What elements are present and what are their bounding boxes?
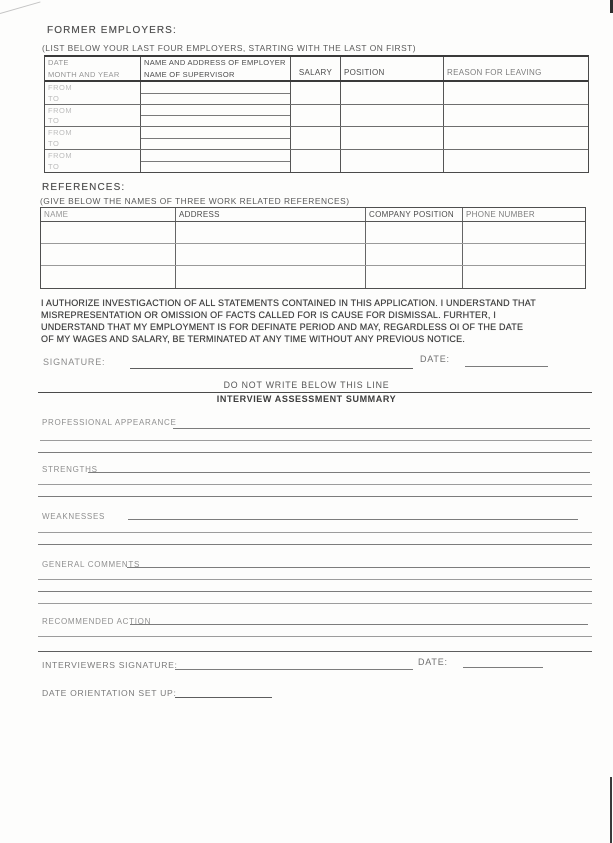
to-label: TO (48, 162, 60, 171)
header-date-line2: MONTH AND YEAR (48, 70, 120, 79)
write-line (38, 544, 592, 545)
header-date-line1: DATE (48, 58, 69, 67)
date-orientation-label: DATE ORIENTATION SET UP: (42, 688, 177, 698)
cell-divider-line (141, 138, 290, 139)
employer-position-cell (341, 150, 444, 173)
write-line (38, 484, 592, 485)
interviewers-signature-line (175, 669, 413, 670)
recommended-action-label: RECOMMENDED ACTION (42, 617, 152, 626)
reference-address-cell (176, 222, 366, 243)
header-salary-label: SALARY (298, 68, 333, 77)
employer-row-2 (45, 105, 588, 128)
signature-label: SIGNATURE: (43, 357, 106, 367)
reference-phone-cell (463, 266, 585, 288)
employers-header-salary (291, 57, 341, 80)
write-line (38, 532, 592, 533)
date-line (465, 366, 548, 367)
references-subtitle: (GIVE BELOW THE NAMES OF THREE WORK RELATED REFERENCES) (40, 196, 350, 206)
authorization-line-1: I AUTHORIZE INVESTIGACTION OF ALL STATEMENTS CONTAINED IN THIS APPLICATION. I UNDERSTAND THAT (41, 298, 536, 308)
employer-date-cell (45, 82, 141, 104)
professional-appearance-label: PROFESSIONAL APPEARANCE (42, 418, 177, 427)
employer-date-cell (45, 127, 141, 149)
employer-salary-cell (291, 150, 341, 173)
date-orientation-line (175, 697, 272, 698)
references-table (40, 207, 586, 289)
write-line (128, 519, 578, 520)
employer-reason-cell (444, 82, 588, 104)
scan-edge-artifact-top-left (0, 1, 41, 14)
write-line (38, 579, 592, 580)
header-reason-label: REASON FOR LEAVING (447, 68, 542, 77)
date-label: DATE: (420, 354, 450, 364)
references-title: REFERENCES: (42, 182, 126, 193)
references-header-name: NAME (41, 208, 176, 221)
do-not-write-notice: DO NOT WRITE BELOW THIS LINE (223, 380, 390, 390)
former-employers-table (44, 55, 589, 173)
authorization-line-3: UNDERSTAND THAT MY EMPLOYMENT IS FOR DEFINATE PERIOD AND MAY, REGARDLESS OI OF THE DATE (41, 322, 524, 332)
write-line (38, 636, 592, 637)
write-line (40, 440, 592, 441)
employer-name-cell (141, 82, 291, 104)
former-employers-subtitle: (LIST BELOW YOUR LAST FOUR EMPLOYERS, STARTING WITH THE LAST ON FIRST) (42, 43, 417, 53)
interviewers-date-line (463, 667, 543, 668)
reference-name-cell (41, 244, 176, 265)
employer-reason-cell (444, 105, 588, 127)
reference-company-cell (366, 266, 463, 288)
employer-position-cell (341, 127, 444, 149)
reference-row-3 (41, 266, 585, 288)
interview-assessment-summary-title: INTERVIEW ASSESSMENT SUMMARY (216, 394, 397, 404)
write-line (38, 452, 592, 453)
reference-phone-cell (463, 222, 585, 243)
write-line (38, 651, 592, 652)
employer-name-cell (141, 127, 291, 149)
employer-row-4 (45, 150, 588, 173)
write-line (173, 428, 590, 429)
authorization-paragraph (41, 297, 536, 345)
write-line (127, 567, 590, 568)
employer-salary-cell (291, 82, 341, 104)
general-comments-label: GENERAL COMMENTS (42, 560, 141, 569)
employer-reason-cell (444, 127, 588, 149)
references-header-address: ADDRESS (176, 208, 366, 221)
signature-line (130, 368, 413, 369)
reference-address-cell (176, 266, 366, 288)
reference-row-2 (41, 244, 585, 266)
authorization-line-4: OF MY WAGES AND SALARY, BE TERMINATED AT ANY TIME WITHOUT ANY PREVIOUS NOTICE. (41, 334, 466, 344)
employers-header-position (341, 57, 444, 80)
header-employer-line1: NAME AND ADDRESS OF EMPLOYER (144, 58, 286, 67)
employer-date-cell (45, 105, 141, 127)
scan-edge-artifact-bottom-right (610, 777, 612, 843)
employer-reason-cell (444, 150, 588, 173)
employer-salary-cell (291, 105, 341, 127)
to-label: TO (48, 116, 60, 125)
references-header-phone: PHONE NUMBER (466, 210, 535, 219)
cell-divider-line (141, 161, 290, 162)
header-employer-line2: NAME OF SUPERVISOR (144, 70, 235, 79)
from-label: FROM (48, 105, 73, 115)
reference-address-cell (176, 244, 366, 265)
employer-row-1 (45, 82, 588, 105)
cell-divider-line (141, 115, 290, 116)
employer-salary-cell (291, 127, 341, 149)
header-position-label: POSITION (344, 68, 385, 77)
employer-date-cell (45, 150, 141, 173)
reference-name-cell (41, 266, 176, 288)
interviewers-signature-label: INTERVIEWERS SIGNATURE: (42, 660, 178, 670)
reference-phone-cell (463, 244, 585, 265)
reference-row-1 (41, 222, 585, 244)
employers-header-row (45, 57, 588, 82)
employer-position-cell (341, 105, 444, 127)
write-line (130, 624, 588, 625)
employers-header-employer (141, 57, 291, 80)
to-label: TO (48, 138, 60, 148)
from-label: FROM (48, 128, 73, 137)
write-line (38, 603, 592, 604)
from-label: FROM (48, 150, 73, 160)
authorization-line-2: MISREPRESENTATION OR OMISSION OF FACTS CALLED FOR IS CAUSE FOR DISMISSAL. FURHTER, I (41, 310, 497, 320)
reference-name-cell (41, 222, 176, 243)
cell-divider-line (141, 93, 290, 94)
interviewers-date-label: DATE: (418, 657, 448, 667)
to-label: TO (48, 93, 60, 103)
employer-name-cell (141, 105, 291, 127)
reference-company-cell (366, 244, 463, 265)
weaknesses-label: WEAKNESSES (42, 512, 106, 521)
write-line (38, 496, 592, 497)
references-header-company-position: COMPANY POSITION (366, 208, 463, 221)
former-employers-title: FORMER EMPLOYERS: (47, 25, 177, 36)
employers-header-reason (444, 57, 588, 80)
do-not-write-rule (38, 392, 592, 393)
write-line (38, 591, 592, 592)
employer-row-3 (45, 127, 588, 150)
reference-company-cell (366, 222, 463, 243)
employer-name-cell (141, 150, 291, 173)
strengths-label: STRENGTHS (42, 465, 98, 474)
references-header-row (41, 208, 585, 222)
write-line (88, 472, 590, 473)
from-label: FROM (48, 83, 73, 92)
employers-header-date (45, 57, 141, 80)
employer-position-cell (341, 82, 444, 104)
